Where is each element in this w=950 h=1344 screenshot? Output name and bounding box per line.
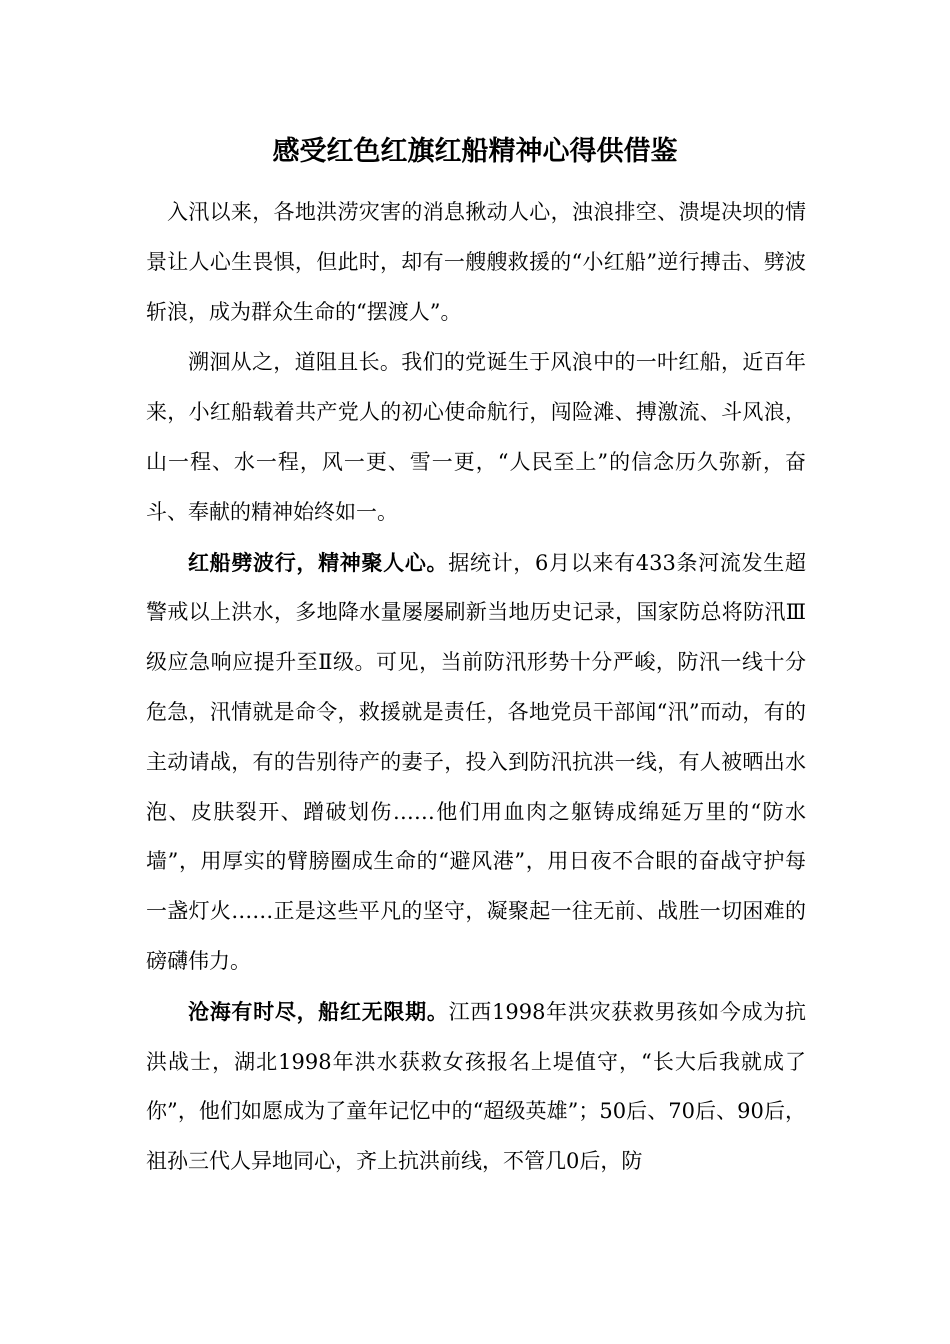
paragraph-4 bbox=[146, 987, 806, 1187]
paragraph-1 bbox=[146, 187, 806, 337]
paragraph-3-text: 据统计，6月以来有433条河流发生超警戒以上洪水，多地降水量屡屡刷新当地历史记录，国家防总将防汛Ⅲ级应急响应提升至Ⅱ级。可见，当前防汛形势十分严峻，防汛一线十分危急，汛情就是命令，救援就是责任，各地党员干部闻“汛”而动，有的主动请战，有的告别待产的妻子，投入到防汛抗洪一线，有人被晒出水泡、皮肤裂开、蹭破划伤……他们用血肉之躯铸成绵延万里的“防水墙”，用厚实的臂膀圈成生命的“避风港”，用日夜不合眼的奋战守护每一盏灯火……正是这些平凡的坚守，凝聚起一往无前、战胜一切困难的磅礴伟力。 bbox=[146, 550, 806, 973]
document-title: 感受红色红旗红船精神心得供借鉴 bbox=[272, 136, 678, 167]
paragraph-3-lead: 红船劈波行，精神聚人心。 bbox=[188, 549, 449, 575]
paragraph-4-lead: 沧海有时尽，船红无限期。 bbox=[188, 998, 449, 1024]
paragraph-1-text: 入汛以来，各地洪涝灾害的消息揪动人心，浊浪排空、溃堤决坝的情景让人心生畏惧，但此时，却有一艘艘救援的“小红船”逆行搏击、劈波斩浪，成为群众生命的“摆渡人”。 bbox=[146, 200, 806, 324]
document-body bbox=[146, 187, 806, 1187]
paragraph-3 bbox=[146, 538, 806, 987]
paragraph-2-text: 溯洄从之，道阻且长。我们的党诞生于风浪中的一叶红船，近百年来，小红船载着共产党人的初心使命航行，闯险滩、搏激流、斗风浪，山一程、水一程，风一更、雪一更，“人民至上”的信念历久弥新，奋斗、奉献的精神始终如一。 bbox=[146, 350, 806, 524]
paragraph-4-text: 江西1998年洪灾获救男孩如今成为抗洪战士，湖北1998年洪水获救女孩报名上堤值守，“长大后我就成了你”，他们如愿成为了童年记忆中的“超级英雄”；50后、70后、90后，祖孙三代人异地同心，齐上抗洪前线，不管几0后，防 bbox=[146, 999, 806, 1174]
paragraph-2 bbox=[146, 337, 806, 537]
